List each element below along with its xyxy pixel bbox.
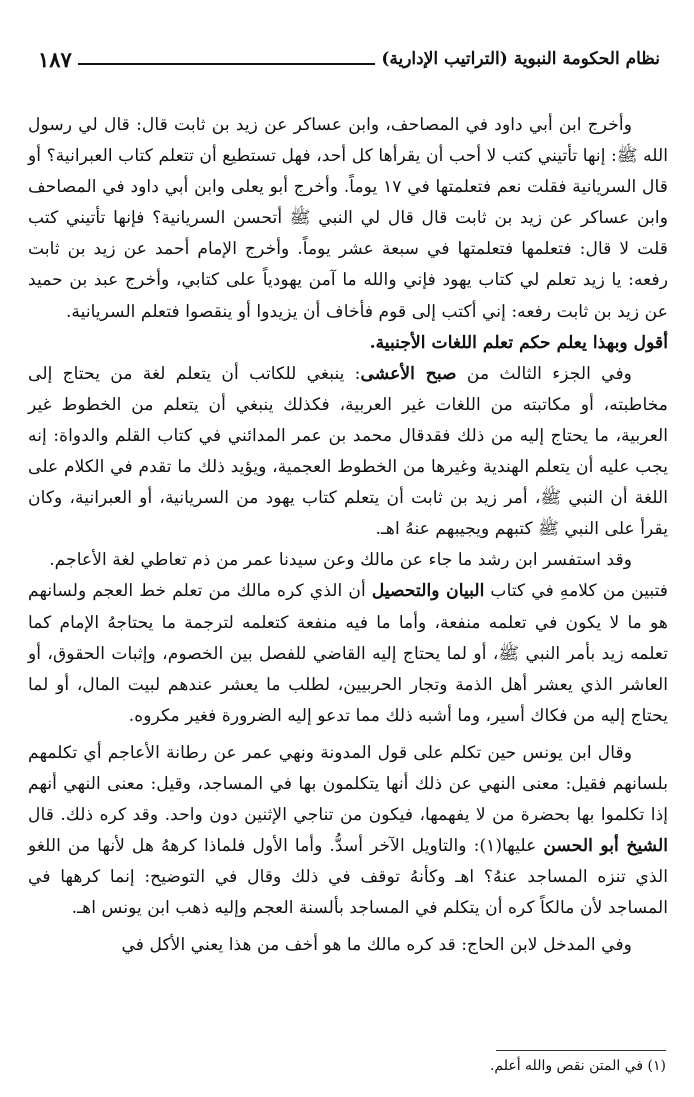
paragraph: وفي المدخل لابن الحاج: قد كره مالك ما هو أخف من هذا يعني الأكل في: [121, 935, 632, 956]
page-number: ١٨٧: [38, 46, 72, 72]
paragraph: وأخرج ابن أبي داود في المصاحف، وابن عساكر عن زيد بن ثابت قال: قال لي رسول الله ﷺ: إنها تأتيني كتب لا أحب أن يقرأها كل أحد، فهل تستطيع أن تتعلم كتاب العبرانية؟ أو قال السريانية فقلت نعم فتعلمتها في ١٧ يوماً. وأخرج أبو يعلى وابن أبي داود في المصاحف وابن عساكر عن زيد بن ثابت قال قال لي النبي ﷺ أتحسن السريانية؟ فإنها تأتيني كتب قلت لا قال: فتعلمها فتعلمتها في سبعة عشر يوماً. وأخرج الإمام أحمد عن زيد بن ثابت رفعه: يا زيد تعلم لي كتاب يهود فإني والله ما آمن يهودياً على كتابي، وأخرج عبد بن حميد عن زيد بن ثابت رفعه: إني أكتب إلى قوم فأخاف أن يزيدوا أو ينقصوا فتعلم السريانية.: [28, 115, 668, 322]
emphasis-term: صبح الأعشى: [360, 363, 457, 384]
paragraph: وفي الجزء الثالث من صبح الأعشى: ينبغي للكاتب أن يتعلم لغة من يحتاج إلى مخاطبته، أو مكاتبته من اللغات غير العربية، فكذلك ينبغي أن يتعلم من الخطوط غير العربية، ما يحتاج إليه من ذلك فقدقال محمد بن عمر المدائني في كتاب القلم والدواة: إنه يجب عليه أن يتعلم الهندية وغيرها من الخطوط العجمية، ويؤيد ذلك ما تقدم في الكلام على اللغة أن النبي ﷺ، أمر زيد بن ثابت أن يتعلم كتاب يهود من السريانية، أو العبرانية، وكان يقرأ على النبي ﷺ كتبهم ويجيبهم عنهُ اهـ.: [28, 363, 668, 540]
paragraph: فتبين من كلامهِ في كتاب البيان والتحصيل أن الذي كره مالك من تعلم خط العجم ولسانهم هو ما لا يكون في تعلمه منفعة، وأما ما فيه منفعة كتعلمه لترجمة ما يحتاجهُ الإمام كما تعلمه زيد بأمر النبي ﷺ، أو لما يحتاج إليه القاضي للفصل بين الخصوم، وإثبات الحقوق، أو العاشر الذي يعشر أهل الذمة وتجار الحربيين، لطلب ما يعشر عندهم لبيت المال، أو لما يحتاج إليه من فكاك أسير، وما أشبه ذلك مما تدعو إليه الضرورة فغير مكروه.: [28, 581, 668, 726]
emphasis-term: الشيخ أبو الحسن: [543, 836, 668, 857]
body-text: [28, 110, 668, 962]
header-rule: [78, 63, 375, 65]
paragraph: وقال ابن يونس حين تكلم على قول المدونة ونهي عمر عن رطانة الأعاجم أي تكلمهم بلسانهم فقيل: معنى النهي عن ذلك أنها يتكلمون بها في المساجد، وقيل: معنى النهي أنهم إذا تكلموا بها بحضرة من لا يفهمها، فيكون من تناجي الإثنين دون واحد. وقد كره ذلك. قال الشيخ أبو الحسن عليها(١): والتاويل الآخر أسدُّ. وأما الأول فلماذا كرههُ هل لأنها من اللغو الذي تنزه المساجد عنهُ؟ اهـ وكأنهُ توقف في ذلك وقال في التوضيح: إنما كرهها في المساجد لأن مالكاً كره أن يتكلم في المساجد بألسنة العجم وإليه ذهب ابن يونس اهـ.: [28, 742, 668, 919]
footnote: (١) في المتن نقص والله أعلم.: [489, 1058, 666, 1074]
running-header: [38, 44, 660, 74]
header-title: نظام الحكومة النبوية (التراتيب الإدارية): [381, 49, 660, 69]
section-heading: أقول وبهذا يعلم حكم تعلم اللغات الأجنبية.: [369, 332, 668, 353]
emphasis-term: البيان والتحصيل: [371, 581, 485, 602]
footnote-rule: [496, 1050, 666, 1051]
paragraph: وقد استفسر ابن رشد ما جاء عن مالك وعن سيدنا عمر من ذم تعاطي لغة الأعاجم.: [49, 550, 632, 571]
